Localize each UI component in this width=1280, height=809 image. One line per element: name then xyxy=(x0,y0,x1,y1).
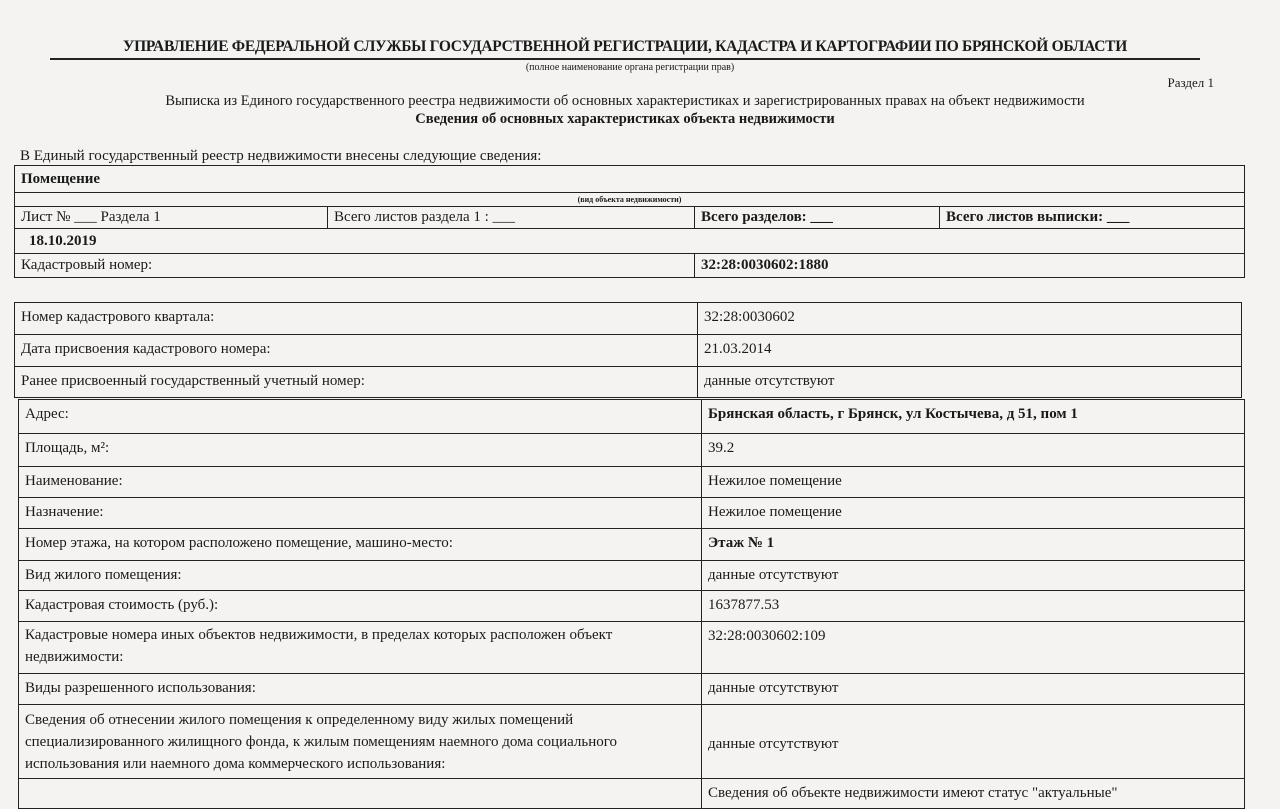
sheets-in-section: Всего листов раздела 1 : ___ xyxy=(328,207,695,229)
row-value: Сведения об объекте недвижимости имеют статус "актуальные" xyxy=(702,779,1245,809)
organization-name: УПРАВЛЕНИЕ ФЕДЕРАЛЬНОЙ СЛУЖБЫ ГОСУДАРСТВЕННОЙ РЕГИСТРАЦИИ, КАДАСТРА И КАРТОГРАФИИ ПО БРЯНСКОЙ ОБЛАСТИ xyxy=(50,38,1200,60)
table-row xyxy=(19,498,1245,529)
cadastral-label: Кадастровый номер: xyxy=(15,254,695,278)
table-row xyxy=(19,529,1245,561)
row-label: Вид жилого помещения: xyxy=(19,561,702,591)
extract-date: 18.10.2019 xyxy=(15,229,1245,254)
row-label: Ранее присвоенный государственный учетный номер: xyxy=(15,367,698,398)
row-value: Брянская область, г Брянск, ул Костычева, д 51, пом 1 xyxy=(702,400,1245,434)
row-label: Кадастровые номера иных объектов недвижимости, в пределах которых расположен объект недвижимости: xyxy=(19,622,702,674)
table-row xyxy=(19,434,1245,467)
table-row xyxy=(19,622,1245,674)
characteristics-table xyxy=(18,399,1245,809)
object-type: Помещение xyxy=(15,166,1245,193)
row-value: 1637877.53 xyxy=(702,591,1245,622)
organization-caption: (полное наименование органа регистрации прав) xyxy=(525,62,735,73)
row-label xyxy=(19,779,702,809)
row-label: Наименование: xyxy=(19,467,702,498)
row-value: Нежилое помещение xyxy=(702,498,1245,529)
row-value: 21.03.2014 xyxy=(698,335,1242,367)
row-value: Нежилое помещение xyxy=(702,467,1245,498)
row-value: Этаж № 1 xyxy=(702,529,1245,561)
table-row xyxy=(19,400,1245,434)
row-label: Назначение: xyxy=(19,498,702,529)
row-label: Номер кадастрового квартала: xyxy=(15,303,698,335)
row-value: данные отсутствуют xyxy=(702,674,1245,705)
table-row xyxy=(19,779,1245,809)
row-label: Виды разрешенного использования: xyxy=(19,674,702,705)
row-label: Адрес: xyxy=(19,400,702,434)
summary-table xyxy=(14,165,1245,278)
section-label: Раздел 1 xyxy=(1167,75,1214,90)
object-type-caption: (вид объекта недвижимости) xyxy=(15,193,1245,207)
table-row xyxy=(15,303,1242,335)
row-value: 39.2 xyxy=(702,434,1245,467)
table-row xyxy=(19,674,1245,705)
document-subtitle: Сведения об основных характеристиках объекта недвижимости xyxy=(415,111,835,127)
cadastral-info-table xyxy=(14,302,1242,398)
table-row xyxy=(15,367,1242,398)
table-row xyxy=(19,561,1245,591)
document-title: Выписка из Единого государственного реестра недвижимости об основных характеристиках и зарегистрированных правах на объект недвижимости xyxy=(165,93,1085,109)
row-label: Дата присвоения кадастрового номера: xyxy=(15,335,698,367)
total-sections: Всего разделов: ___ xyxy=(695,207,940,229)
row-label: Номер этажа, на котором расположено помещение, машино-место: xyxy=(19,529,702,561)
row-value: 32:28:0030602:109 xyxy=(702,622,1245,674)
sheet-number: Лист № ___ Раздела 1 xyxy=(15,207,328,229)
intro-text: В Единый государственный реестр недвижимости внесены следующие сведения: xyxy=(20,148,542,164)
table-row xyxy=(19,467,1245,498)
table-row xyxy=(19,591,1245,622)
row-label: Сведения об отнесении жилого помещения к определенному виду жилых помещений специализированного жилищного фонда, к жилым помещениям наемного дома социального использования или наемного дома коммерческого использования: xyxy=(19,705,702,779)
total-sheets: Всего листов выписки: ___ xyxy=(940,207,1245,229)
table-row xyxy=(19,705,1245,779)
row-value: 32:28:0030602 xyxy=(698,303,1242,335)
row-value: данные отсутствуют xyxy=(702,705,1245,779)
row-label: Площадь, м²: xyxy=(19,434,702,467)
row-label: Кадастровая стоимость (руб.): xyxy=(19,591,702,622)
cadastral-value: 32:28:0030602:1880 xyxy=(695,254,1245,278)
row-value: данные отсутствуют xyxy=(698,367,1242,398)
table-row xyxy=(15,335,1242,367)
row-value: данные отсутствуют xyxy=(702,561,1245,591)
